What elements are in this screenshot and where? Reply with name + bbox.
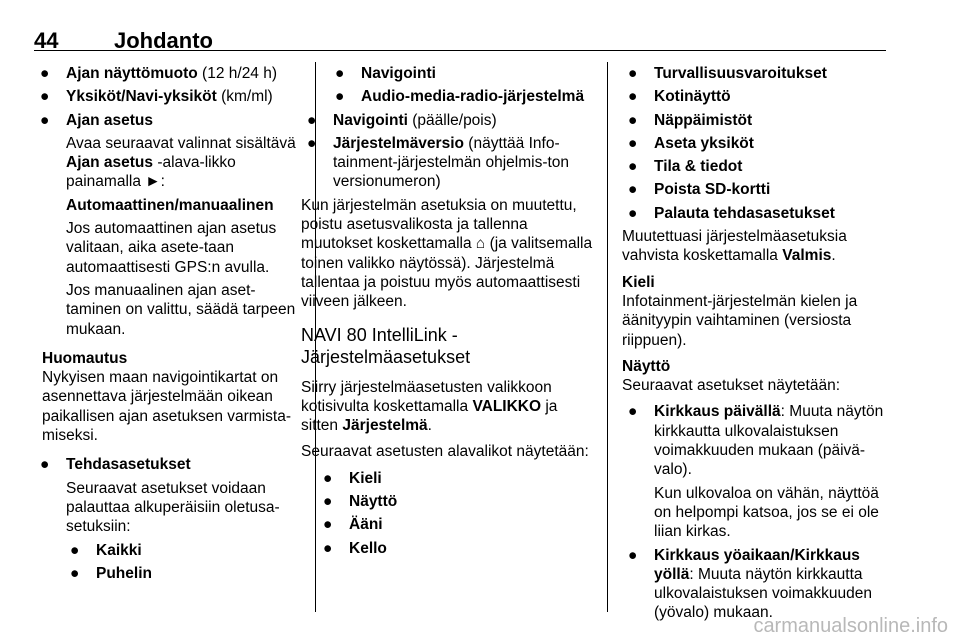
list-item: ● Navigointi <box>335 65 436 82</box>
list-item: ● Turvallisuusvaroitukset <box>628 65 827 82</box>
column-divider <box>607 62 608 612</box>
list-item: ● Palauta tehdasasetukset <box>628 204 835 222</box>
bullet-icon: ● <box>628 158 638 176</box>
bullet-icon: ● <box>335 65 345 82</box>
bullet-icon: ● <box>335 88 345 106</box>
bullet-icon: ● <box>323 516 333 534</box>
exit-text: Kun järjestelmän asetuksia on muutettu, poistu asetusvalikosta ja tallenna muutokset koskettamalla ⌂ (ja valitsemalla toinen valikko näytössä). Järjestelmä tallentaa ja poistuu myös automaattisesti viiveen jälkeen. <box>301 196 593 311</box>
list-item: ● Kello <box>323 539 387 557</box>
list-item: ● Tehdasasetukset <box>40 456 191 474</box>
bullet-icon: ● <box>40 88 50 106</box>
list-item: ● Audio-media-radio-järjestelmä <box>335 88 585 106</box>
list-item: ● Näyttö <box>323 493 398 511</box>
auto-text: Jos automaattinen ajan asetus valitaan, aika asete-taan automaattisesti GPS:n avulla. <box>66 220 277 276</box>
list-item: ● Aseta yksiköt <box>628 134 754 152</box>
chapter-title: Johdanto <box>114 28 213 53</box>
bullet-icon: ● <box>628 181 638 199</box>
bullet-icon: ● <box>628 88 638 106</box>
time-setting-text: Avaa seuraavat valinnat sisältävä Ajan asetus -alava-likko painamalla ►: <box>66 134 296 191</box>
bullet-icon: ● <box>628 403 638 421</box>
bullet-icon: ● <box>40 111 50 129</box>
page-number: 44 <box>34 28 59 53</box>
after-text: Muutettuasi järjestelmäasetuksia vahvista koskettamalla Valmis. <box>622 228 847 265</box>
naytto-text: Seuraavat asetukset näytetään: <box>622 377 841 395</box>
kieli-title: Kieli <box>622 273 655 291</box>
bullet-icon: ● <box>40 65 50 82</box>
column-2 <box>301 64 595 562</box>
bullet-icon: ● <box>307 134 317 152</box>
bullet-icon: ● <box>307 111 317 129</box>
bullet-icon: ● <box>628 111 638 129</box>
day-text-2: Kun ulkovaloa on vähän, näyttöä on helpompi katsoa, jos se ei ole liian kirkas. <box>654 484 879 541</box>
watermark: carmanualsonline.info <box>753 615 948 637</box>
list-item: ● Tila & tiedot <box>628 158 743 176</box>
list-item: ● Ajan asetus <box>40 111 154 129</box>
bullet-icon: ● <box>628 546 638 564</box>
bullet-icon: ● <box>323 539 333 557</box>
list-item: ● Näppäimistöt <box>628 111 753 129</box>
kieli-text: Infotainment-järjestelmän kielen ja äänityypin vaihtaminen (versiosta riippuen). <box>622 292 858 349</box>
following-text: Seuraavat asetusten alavalikot näytetään: <box>301 443 589 461</box>
manual-text: Jos manuaalinen ajan aset-taminen on valittu, säädä tarpeen mukaan. <box>66 281 296 338</box>
intro-text: Siirry järjestelmäasetusten valikkoon kotisivulta koskettamalla VALIKKO ja sitten Järjestelmä. <box>301 378 558 435</box>
list-item: ● Yksiköt/Navi-yksiköt (km/ml) <box>40 88 273 106</box>
bullet-icon: ● <box>628 134 638 152</box>
list-item: ● Järjestelmäversio (näyttää Info-tainment-järjestelmän ohjelmis-ton versionumeron) <box>307 134 570 191</box>
list-item: ● Puhelin <box>70 564 152 582</box>
list-item: ● Ajan näyttömuoto (12 h/24 h) <box>40 65 278 82</box>
home-icon: ⌂ <box>475 235 486 253</box>
bullet-icon: ● <box>40 456 50 474</box>
list-item: ● Ääni <box>323 516 383 534</box>
bullet-icon: ● <box>70 541 80 559</box>
column-3 <box>622 64 890 627</box>
note-title: Huomautus <box>42 349 128 367</box>
list-item: ● Kirkkaus päivällä: Muuta näytön kirkkautta ulkovalaistuksen voimakkuuden mukaan (päivä-valo). <box>628 403 884 479</box>
list-item: ● Kaikki <box>70 541 142 559</box>
auto-manual-label: Automaattinen/manuaalinen <box>66 196 274 214</box>
bullet-icon: ● <box>628 65 638 82</box>
list-item: ● Navigointi (päälle/pois) <box>307 111 497 129</box>
bullet-icon: ● <box>323 493 333 511</box>
list-item: ● Kieli <box>323 469 382 487</box>
list-item: ● Poista SD-kortti <box>628 181 771 199</box>
section-title: NAVI 80 IntelliLink - Järjestelmäasetukset <box>301 324 471 367</box>
factory-text: Seuraavat asetukset voidaan palauttaa alkuperäisiin oletusa-setuksiin: <box>66 479 280 536</box>
column-1 <box>34 64 306 587</box>
note-text: Nykyisen maan navigointikartat on asennettava järjestelmään oikean paikallisen ajan asetuksen varmista-miseksi. <box>42 369 291 445</box>
naytto-title: Näyttö <box>622 357 671 375</box>
page-header <box>34 22 886 51</box>
list-item: ● Kotinäyttö <box>628 88 731 106</box>
list-item: ● Kirkkaus yöaikaan/Kirkkaus yöllä: Muuta näytön kirkkautta ulkovalaistuksen voimakkuuden (yövalo) mukaan. <box>628 546 872 622</box>
bullet-icon: ● <box>323 469 333 487</box>
bullet-icon: ● <box>70 564 80 582</box>
bullet-icon: ● <box>628 204 638 222</box>
